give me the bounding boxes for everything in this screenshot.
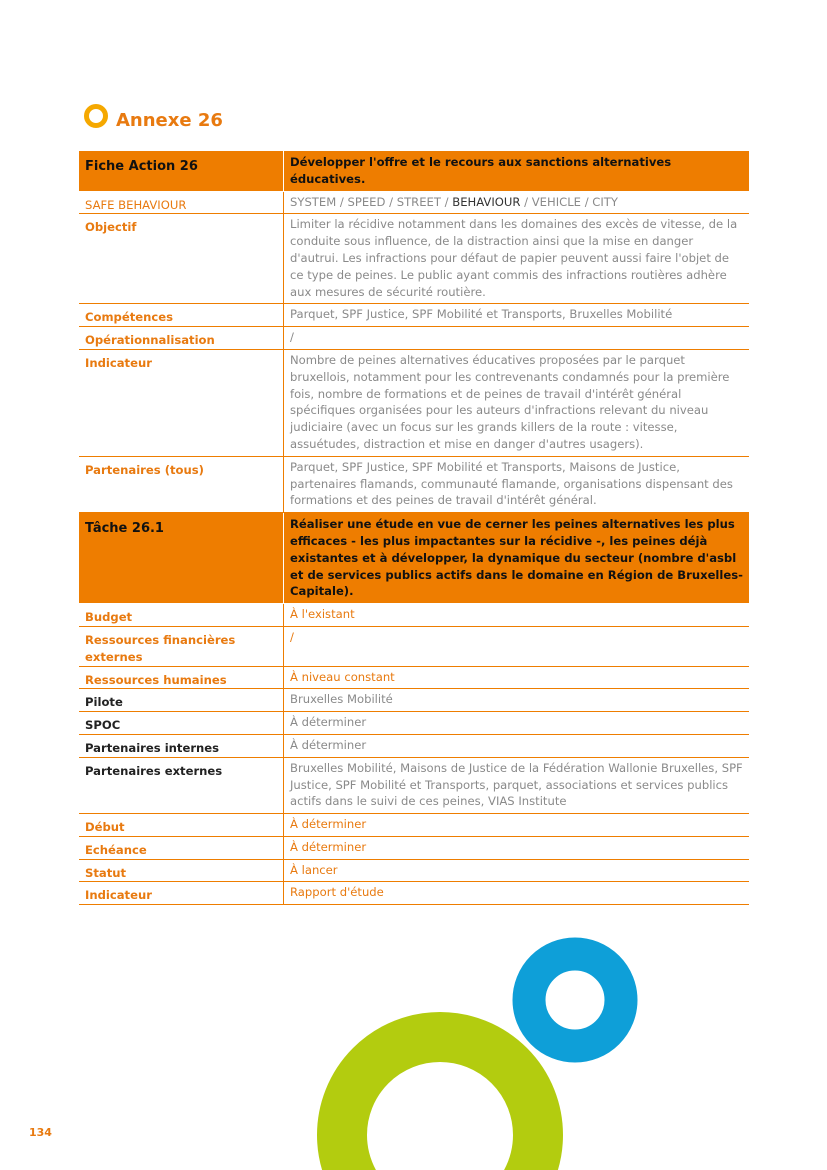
row-value: À niveau constant [284,666,750,689]
row-label: SPOC [79,712,284,735]
task-header-row [79,513,749,604]
theme-separator: / [336,194,348,209]
theme-vehicle: VEHICLE [531,194,582,209]
row-value: À déterminer [284,734,750,757]
theme-city: CITY [592,194,618,209]
pillar-row [79,191,749,214]
row-value: Bruxelles Mobilité [284,689,750,712]
table-row [79,626,749,666]
table-row [79,757,749,813]
task-label: Tâche 26.1 [79,513,284,604]
row-label: Compétences [79,304,284,327]
row-label: Opérationnalisation [79,327,284,350]
table-row [79,456,749,512]
fiche-title: Développer l'offre et le recours aux sanctions alternatives éducatives. [284,151,750,191]
table-row [79,304,749,327]
row-value: À déterminer [284,836,750,859]
theme-speed: SPEED [347,194,386,209]
theme-street: STREET [396,194,441,209]
fiche-label: Fiche Action 26 [79,151,284,191]
table-row [79,214,749,304]
table-row [79,882,749,905]
table-row [79,859,749,882]
ring-bullet-icon [84,104,108,128]
row-value: Limiter la récidive notamment dans les domaines des excès de vitesse, de la conduite sous influence, de la distraction ainsi que la mise en danger d'autrui. Les infractions pour défaut de papier peuvent aussi faire l'objet de ce type de peines. Le public ayant commis des infractions routières adhère aux mesures de sécurité routière. [284,214,750,304]
row-label: Ressources financières externes [79,626,284,666]
row-value: Parquet, SPF Justice, SPF Mobilité et Transports, Maisons de Justice, partenaires flamands, communauté flamande, organisations dispensant des formations et des peines de travail d'intérêt général. [284,456,750,512]
theme-system: SYSTEM [290,194,337,209]
row-value: / [284,626,750,666]
theme-behaviour: BEHAVIOUR [452,194,521,209]
fiche-header-row [79,151,749,191]
table-row [79,689,749,712]
theme-separator: / [440,194,453,209]
row-value: / [284,327,750,350]
table-row [79,734,749,757]
theme-separator: / [581,194,593,209]
row-label: Partenaires internes [79,734,284,757]
row-value: À déterminer [284,814,750,837]
row-value: Nombre de peines alternatives éducatives proposées par le parquet bruxellois, notamment pour les contrevenants condamnés pour la première fois, nombre de formations et de peines de travail d'intérêt général spécifiques organisées pour les auteurs d'infractions relevant du niveau judiciaire (avec un focus sur les grands killers de la route : vitesse, assuétudes, distraction et mise en danger d'autres usagers). [284,349,750,456]
row-label: Pilote [79,689,284,712]
row-value: Rapport d'étude [284,882,750,905]
task-title: Réaliser une étude en vue de cerner les peines alternatives les plus efficaces - les plus impactantes sur la récidive -, les peines déjà existantes et à développer, la dynamique du secteur (nombre d'asbl et de services publics actifs dans le domaine en Région de Bruxelles-Capitale). [284,513,750,604]
table-row [79,327,749,350]
table-row [79,836,749,859]
table-row [79,712,749,735]
table-row [79,604,749,627]
pillar-label: SAFE BEHAVIOUR [79,191,284,214]
row-label: Budget [79,604,284,627]
row-value: À déterminer [284,712,750,735]
annex-title: Annexe 26 [116,109,223,131]
row-value: Parquet, SPF Justice, SPF Mobilité et Transports, Bruxelles Mobilité [284,304,750,327]
row-label: Indicateur [79,349,284,456]
page-number: 134 [29,1126,52,1139]
row-label: Indicateur [79,882,284,905]
pillar-themes [284,191,750,214]
row-label: Echéance [79,836,284,859]
row-value: Bruxelles Mobilité, Maisons de Justice de la Fédération Wallonie Bruxelles, SPF Justice, SPF Mobilité et Transports, parquet, associations et services publics actifs dans le suivi de ces peines, VIAS Institute [284,757,750,813]
row-label: Objectif [79,214,284,304]
annex-heading [84,103,223,135]
row-label: Ressources humaines [79,666,284,689]
row-label: Début [79,814,284,837]
action-sheet-table [79,151,749,905]
row-label: Partenaires (tous) [79,456,284,512]
table-row [79,666,749,689]
theme-separator: / [520,194,532,209]
row-label: Partenaires externes [79,757,284,813]
green-ring-decoration [342,1037,538,1170]
row-value: À l'existant [284,604,750,627]
row-label: Statut [79,859,284,882]
theme-separator: / [385,194,397,209]
blue-ring-decoration [529,954,621,1046]
table-row [79,349,749,456]
row-value: À lancer [284,859,750,882]
table-row [79,814,749,837]
